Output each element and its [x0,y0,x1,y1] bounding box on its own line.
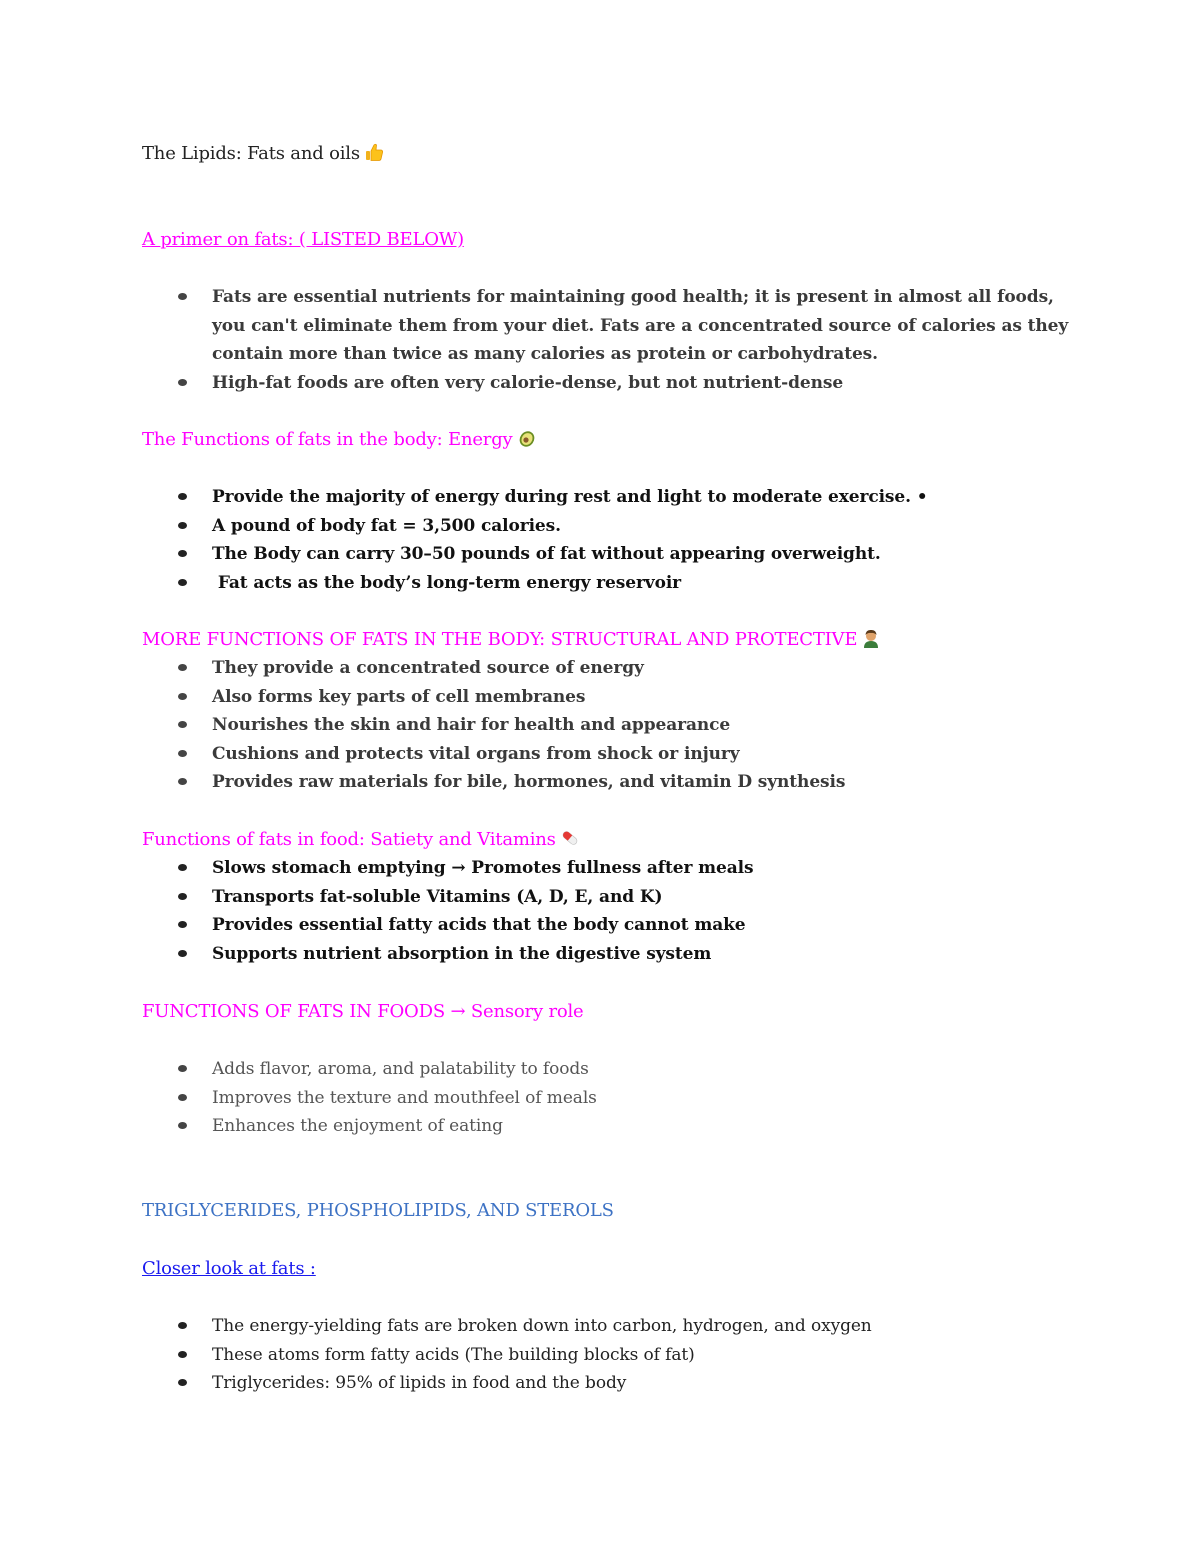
satiety-heading [142,828,1090,850]
list-item: Fats are essential nutrients for maintaining good health; it is present in almost all foods, you can't eliminate them from your diet. Fats are a concentrated source of calories as they contain more than twice as many calories as protein or carbohydrates. [142,283,1072,369]
bullet-dot [178,721,187,728]
satiety-heading-text: Functions of fats in food: Satiety and Vitamins [142,829,556,850]
list-item: A pound of body fat = 3,500 calories. [142,512,1072,541]
sensory-heading: FUNCTIONS OF FATS IN FOODS → Sensory role [142,1001,584,1022]
person-icon [861,628,881,648]
bullet-dot [178,522,187,529]
document-title-text: The Lipids: Fats and oils [142,143,360,164]
bullet-dot [178,950,187,957]
bullet-dot [178,1094,187,1101]
list-item: Provides essential fatty acids that the body cannot make [142,911,1072,940]
bullet-dot [178,379,187,386]
list-item: Cushions and protects vital organs from shock or injury [142,740,1072,769]
energy-heading [142,428,1090,450]
bullet-dot [178,1065,187,1072]
bullet-dot [178,864,187,871]
bullet-dot [178,1322,187,1329]
energy-list [142,483,1072,597]
list-item: The energy-yielding fats are broken down into carbon, hydrogen, and oxygen [142,1312,1072,1341]
structural-heading [142,628,1090,650]
list-item: Nourishes the skin and hair for health and appearance [142,711,1072,740]
list-item: Adds flavor, aroma, and palatability to foods [142,1055,1072,1084]
bullet-dot [178,1351,187,1358]
satiety-list [142,854,1072,968]
pill-icon [560,828,580,848]
bullet-dot [178,1379,187,1386]
bullet-dot [178,921,187,928]
bullet-dot [178,293,187,300]
list-item: Provide the majority of energy during rest and light to moderate exercise. • [142,483,1072,512]
bullet-dot [178,778,187,785]
primer-list [142,283,1072,397]
bullet-dot [178,493,187,500]
bullet-dot [178,550,187,557]
energy-heading-text: The Functions of fats in the body: Energy [142,429,513,450]
avocado-icon [517,428,537,448]
primer-heading[interactable]: A primer on fats: ( LISTED BELOW) [142,229,464,250]
closer-look-list [142,1312,1072,1398]
bullet-dot [178,579,187,586]
list-item: Slows stomach emptying → Promotes fullness after meals [142,854,1072,883]
list-item: Also forms key parts of cell membranes [142,683,1072,712]
structural-list [142,654,1072,797]
list-item: Improves the texture and mouthfeel of meals [142,1084,1072,1113]
triglycerides-heading: TRIGLYCERIDES, PHOSPHOLIPIDS, AND STEROLS [142,1200,614,1221]
closer-look-heading[interactable]: Closer look at fats : [142,1258,316,1279]
list-item: The Body can carry 30–50 pounds of fat without appearing overweight. [142,540,1072,569]
list-item: Enhances the enjoyment of eating [142,1112,1072,1141]
list-item: Fat acts as the body’s long-term energy reservoir [142,569,1072,598]
list-item: They provide a concentrated source of energy [142,654,1072,683]
sensory-list [142,1055,1072,1141]
list-item: These atoms form fatty acids (The building blocks of fat) [142,1341,1072,1370]
thumbs-up-icon [364,142,384,162]
bullet-dot [178,664,187,671]
bullet-dot [178,893,187,900]
list-item: Transports fat-soluble Vitamins (A, D, E, and K) [142,883,1072,912]
document-title [142,142,1090,164]
list-item: Supports nutrient absorption in the digestive system [142,940,1072,969]
list-item: Provides raw materials for bile, hormones, and vitamin D synthesis [142,768,1072,797]
list-item: High-fat foods are often very calorie-dense, but not nutrient-dense [142,369,1072,398]
bullet-dot [178,693,187,700]
bullet-dot [178,1122,187,1129]
structural-heading-text: MORE FUNCTIONS OF FATS IN THE BODY: STRUCTURAL AND PROTECTIVE [142,629,858,650]
bullet-dot [178,750,187,757]
list-item: Triglycerides: 95% of lipids in food and the body [142,1369,1072,1398]
